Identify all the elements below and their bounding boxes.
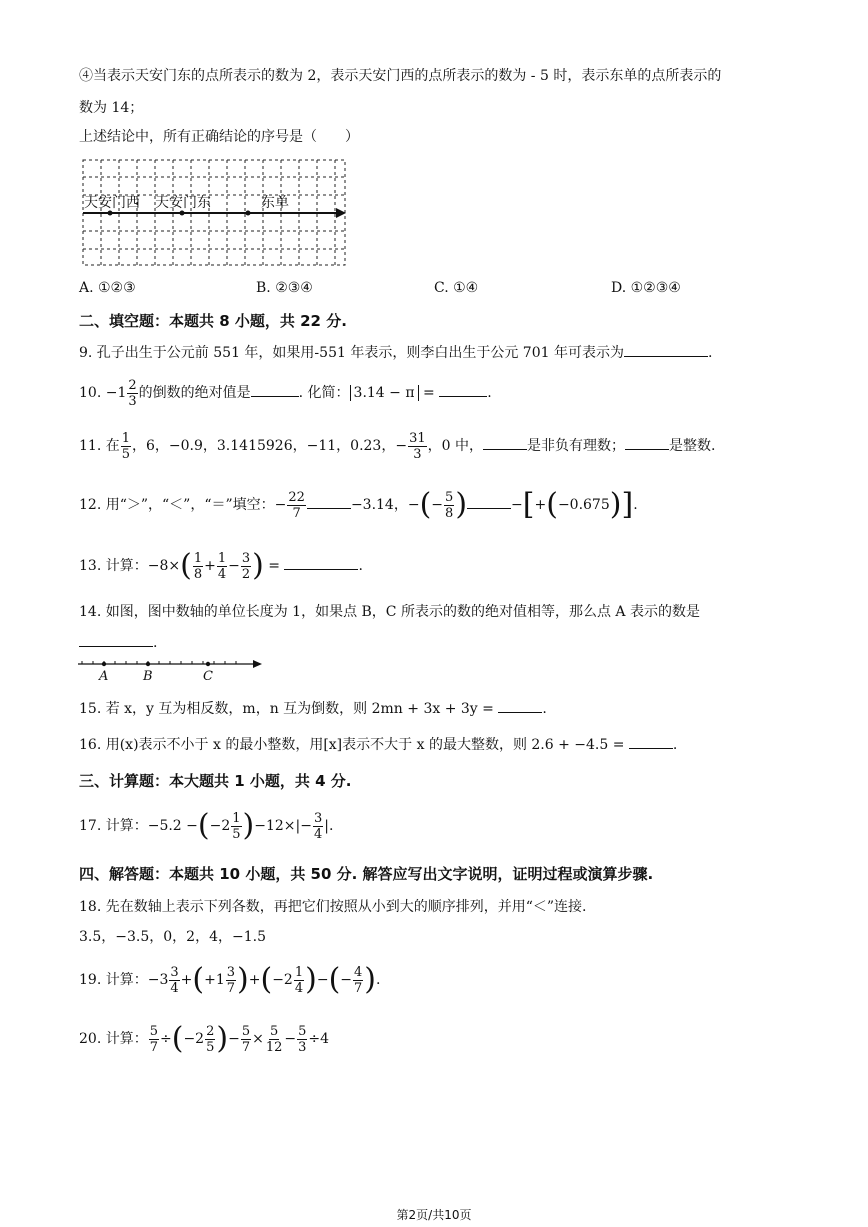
q12-frac2: $\frac{5}{8}$ — [445, 489, 454, 521]
number-line-figure — [76, 656, 266, 682]
q17-frac1: $\frac{1}{5}$ — [232, 810, 241, 842]
q12-end: . — [633, 497, 638, 513]
q13-frac1: $\frac{1}{8}$ — [193, 550, 203, 582]
point-b — [146, 662, 150, 666]
question-9 — [79, 342, 712, 363]
q14-line2 — [79, 632, 157, 653]
q15-text: 15. 若 x，y 互为相反数，m，n 互为倒数，则 2mn + 3x + 3y = — [79, 701, 499, 717]
question-11 — [79, 429, 715, 463]
q8-item4-line2: 数为 14； — [79, 100, 144, 116]
q11-text: ，0 中， — [427, 438, 483, 454]
q13-frac2: $\frac{1}{4}$ — [217, 550, 227, 582]
q19-text: 19. 计算：−3 — [79, 972, 169, 988]
q11-list: ，6，−0.9，3.1415926，−11， — [132, 438, 351, 454]
q16-blank — [629, 734, 673, 749]
q20-text: 20. 计算： — [79, 1031, 148, 1047]
q15-blank — [498, 698, 542, 713]
q11-frac1: $\frac{1}{5}$ — [121, 430, 130, 462]
option-c: C. ①④ — [434, 280, 479, 296]
q20-frac3: $\frac{5}{7}$ — [241, 1023, 251, 1055]
q17-frac2: $\frac{3}{4}$ — [313, 810, 323, 842]
question-12: 12. 用“＞”，“＜”，“＝”填空：− $\frac{22}{7}$ −3.14，−(− $\frac{5}{8}$ ) −[+(−0.675)]. — [79, 487, 638, 522]
question-17: 17. 计算：−5.2 −(−2 $\frac{1}{5}$ )−12×|− $\frac{3}{4}$ |. — [79, 808, 334, 843]
q10-blank1 — [251, 382, 299, 397]
q11-repeating-decimal: 0.23 — [350, 438, 382, 454]
question-10 — [79, 376, 492, 410]
q12-mid: −3.14， — [350, 497, 408, 513]
q13-end: . — [358, 558, 363, 574]
point-dongdan — [246, 211, 251, 216]
option-b: B. ②③④ — [256, 280, 313, 296]
q17-rest: −12×|− — [254, 818, 312, 834]
question-19: 19. 计算：−3 $\frac{3}{4}$ +(+1 $\frac{3}{7}$ )+(−2 $\frac{1}{4}$ )−(− $\frac{4}{7}$ ). — [79, 962, 381, 997]
q11-text2: 是非负有理数； — [526, 438, 625, 454]
question-13: 13. 计算：−8×( $\frac{1}{8}$ + $\frac{1}{4}$ − $\frac{3}{2}$ ) = . — [79, 548, 363, 583]
q14-line1: 14. 如图，图中数轴的单位长度为 1，如果点 B，C 所表示的数的绝对值相等，那么点 A 表示的数是 — [79, 604, 700, 620]
point-a — [102, 662, 106, 666]
q18-line2: 3.5，−3.5，0，2，4，−1.5 — [79, 929, 266, 945]
q13-blank — [284, 555, 358, 570]
q14-end: . — [153, 635, 158, 651]
q11-blank2 — [625, 435, 669, 450]
q12-right-neg: − — [511, 497, 523, 513]
q11-blank1 — [483, 435, 527, 450]
q10-eq: = — [418, 385, 440, 401]
q20-frac1: $\frac{5}{7}$ — [149, 1023, 158, 1055]
q9-answer-blank — [624, 342, 708, 357]
label-tiananmen-east: 天安门东 — [155, 195, 211, 211]
q18-line1: 18. 先在数轴上表示下列各数，再把它们按照从小到大的顺序排列，并用“＜”连接. — [79, 899, 587, 915]
point-east — [180, 211, 185, 216]
section-calc-title: 三、计算题：本大题共 1 小题，共 4 分. — [79, 772, 352, 790]
question-15 — [79, 698, 547, 719]
q20-p: −2 — [183, 1031, 205, 1047]
q12-neg: − — [407, 497, 420, 513]
q13-frac3: $\frac{3}{2}$ — [241, 550, 251, 582]
q16-text: 16. 用(x)表示不小于 x 的最小整数，用[x]表示不大于 x 的最大整数，则 2.6 + −4.5 = — [79, 737, 629, 753]
q9-text: 9. 孔子出生于公元前 551 年，如果用-551 年表示，则李白出生于公元 701 年可表示为 — [79, 345, 624, 361]
label-dongdan: 东单 — [261, 195, 289, 211]
q19-p1: +1 — [204, 972, 225, 988]
q17-text: 17. 计算：−5.2 − — [79, 818, 198, 834]
q19-frac1: $\frac{3}{4}$ — [170, 964, 179, 996]
page-footer: 第2页/共10页 — [396, 1208, 472, 1222]
option-d: D. ①②③④ — [611, 280, 681, 296]
q13-eq: = — [263, 558, 285, 574]
label-a: A — [99, 669, 109, 682]
label-tiananmen-west: 天安门西 — [84, 195, 140, 211]
q11-frac2: $\frac{31}{3}$ — [409, 430, 426, 462]
q12-value: −0.675 — [557, 497, 610, 513]
q12-blank1 — [307, 494, 351, 509]
q20-div: ÷ — [160, 1031, 172, 1047]
q8-question: 上述结论中，所有正确结论的序号是（ ） — [79, 129, 359, 145]
q13-text: 13. 计算：−8× — [79, 558, 181, 574]
q12-plus: + — [534, 497, 547, 513]
q12-inner-neg: − — [431, 497, 444, 513]
q20-m1: − — [228, 1031, 240, 1047]
q20-frac2: $\frac{2}{5}$ — [206, 1023, 215, 1055]
q19-p2: −2 — [272, 972, 293, 988]
q19-frac2: $\frac{3}{7}$ — [226, 964, 236, 996]
q19-end: . — [376, 972, 381, 988]
q20-end: ÷4 — [308, 1031, 330, 1047]
question-16 — [79, 734, 677, 755]
option-a: A. ①②③ — [79, 280, 136, 296]
q10-text1: 的倒数的绝对值是 — [138, 385, 251, 401]
q20-frac5: $\frac{5}{3}$ — [298, 1023, 307, 1055]
q17-end: |. — [324, 818, 334, 834]
point-west — [108, 211, 113, 216]
q20-m2: − — [284, 1031, 297, 1047]
q12-blank2 — [467, 494, 511, 509]
q15-end: . — [542, 701, 547, 717]
q20-frac4: $\frac{5}{12}$ — [265, 1023, 283, 1055]
q20-times: × — [252, 1031, 264, 1047]
q8-item4-line1: ④当表示天安门东的点所表示的数为 2，表示天安门西的点所表示的数为 - 5 时，表示东单的点所表示的 — [79, 68, 722, 84]
q12-frac1: $\frac{22}{7}$ — [288, 489, 305, 521]
section-answer-title: 四、解答题：本题共 10 小题，共 50 分. 解答应写出文字说明，证明过程或演算步骤. — [79, 865, 654, 883]
q10-end: . — [487, 385, 492, 401]
section-fill-in-title: 二、填空题：本题共 8 小题，共 22 分. — [79, 312, 347, 330]
q14-blank — [79, 632, 153, 647]
question-20: 20. 计算： $\frac{5}{7}$ ÷(−2 $\frac{2}{5}$ )− $\frac{5}{7}$ × $\frac{5}{12}$ − $\frac{5}{3}$ ÷4 — [79, 1021, 330, 1056]
q11-comma: ，− — [381, 438, 408, 454]
q10-text2: . 化简： — [298, 385, 350, 401]
label-b: B — [143, 669, 153, 682]
q12-text: 12. 用“＞”，“＜”，“＝”填空：− — [79, 497, 287, 513]
q19-frac4: $\frac{4}{7}$ — [354, 964, 363, 996]
q10-blank2 — [439, 382, 487, 397]
q19-p3: − — [340, 972, 353, 988]
q17-whole: −2 — [209, 818, 231, 834]
q10-abs-expr: 3.14 − π — [350, 385, 419, 401]
q11-text3: 是整数. — [668, 438, 716, 454]
q16-end: . — [672, 737, 678, 753]
q10-neg: −1 — [105, 385, 127, 401]
q19-frac3: $\frac{1}{4}$ — [294, 964, 304, 996]
point-c — [206, 662, 210, 666]
label-c: C — [203, 669, 213, 682]
q10-fraction: $\frac{2}{3}$ — [128, 377, 137, 409]
q9-end: . — [707, 345, 713, 361]
map-grid-figure — [82, 159, 350, 269]
q11-num: 11. 在 — [79, 438, 120, 454]
q10-num: 10. — [79, 385, 106, 401]
